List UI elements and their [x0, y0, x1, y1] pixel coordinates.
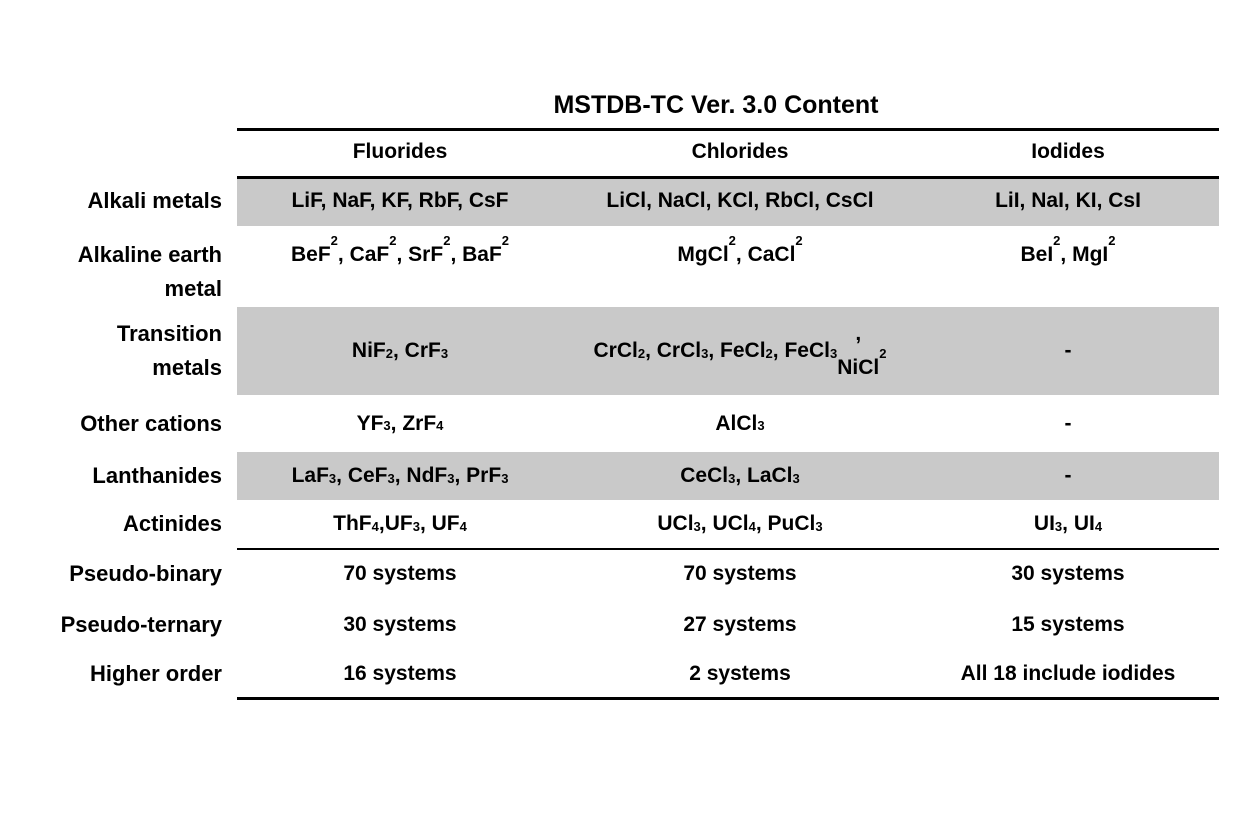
column-header-spacer	[0, 128, 237, 176]
table-cell: YF $_3$ , ZrF $_4$	[356, 411, 444, 435]
table-cell: 2 systems	[689, 662, 791, 685]
row-label: Actinides	[122, 511, 222, 536]
table-cell: MgCl $_2$ , CaCl $_2$	[677, 232, 803, 266]
table-cell: LaF $_3$ , CeF $_3$ , NdF $_3$ , PrF $_3$	[237, 452, 563, 500]
table-cell: All 18 include iodides	[960, 662, 1176, 685]
table-cell: 30 systems	[1011, 562, 1125, 585]
table-cell: LiF, NaF, KF, RbF, CsF	[237, 176, 563, 226]
row-label: Other cations	[80, 410, 222, 436]
table-cell: UCl $_3$ , UCl $_4$ , PuCl $_3$	[657, 512, 823, 535]
column-header-iodides: Iodides	[1031, 140, 1105, 163]
table-cell: 70 systems	[343, 562, 457, 585]
row-label: Alkali metals	[87, 188, 222, 213]
table-cell: 70 systems	[683, 562, 797, 585]
table-cell: -	[917, 452, 1219, 500]
row-label: Pseudo-ternary	[60, 612, 222, 637]
table-cell: 30 systems	[343, 613, 457, 636]
divider-line-top	[237, 128, 1219, 131]
table-cell: LiCl, NaCl, KCl, RbCl, CsCl	[563, 176, 917, 226]
table-cell: AlCl $_3$	[715, 411, 765, 435]
table-cell: CrCl $_2$ , CrCl $_3$ , FeCl $_2$ , FeCl $_3$ , NiCl $_2$	[563, 307, 917, 395]
row-label: Transition metals	[116, 321, 222, 380]
row-label: Higher order	[89, 661, 222, 686]
table-cell: 27 systems	[683, 613, 797, 636]
table-cell: 16 systems	[343, 662, 457, 685]
table-cell: CeCl $_3$ , LaCl $_3$	[563, 452, 917, 500]
table-cell: -	[917, 307, 1219, 395]
table-title: MSTDB-TC Ver. 3.0 Content	[553, 91, 879, 119]
table-cell: ThF $_4$ ,UF $_3$ , UF $_4$	[333, 512, 467, 535]
table-cell: BeF $_2$ , CaF $_2$ , SrF $_2$ , BaF $_2$	[290, 232, 510, 266]
column-header-chlorides: Chlorides	[691, 140, 789, 163]
column-header-fluorides: Fluorides	[352, 140, 448, 163]
table-cell: BeI $_2$ , MgI $_2$	[1020, 232, 1116, 266]
row-label: Alkaline earth metal	[77, 242, 222, 301]
content-table	[0, 128, 1219, 698]
table-cell: UI $_3$ , UI $_4$	[1033, 512, 1103, 535]
divider-line-mid	[237, 548, 1219, 550]
divider-line-below-header	[237, 176, 1219, 179]
table-cell: NiF $_2$ , CrF $_3$	[237, 307, 563, 395]
divider-line-bottom	[237, 697, 1219, 700]
row-label: Lanthanides	[92, 463, 222, 488]
table-cell: LiI, NaI, KI, CsI	[917, 176, 1219, 226]
row-label: Pseudo-binary	[69, 561, 222, 586]
table-cell: -	[1064, 411, 1072, 435]
table-cell: 15 systems	[1011, 613, 1125, 636]
